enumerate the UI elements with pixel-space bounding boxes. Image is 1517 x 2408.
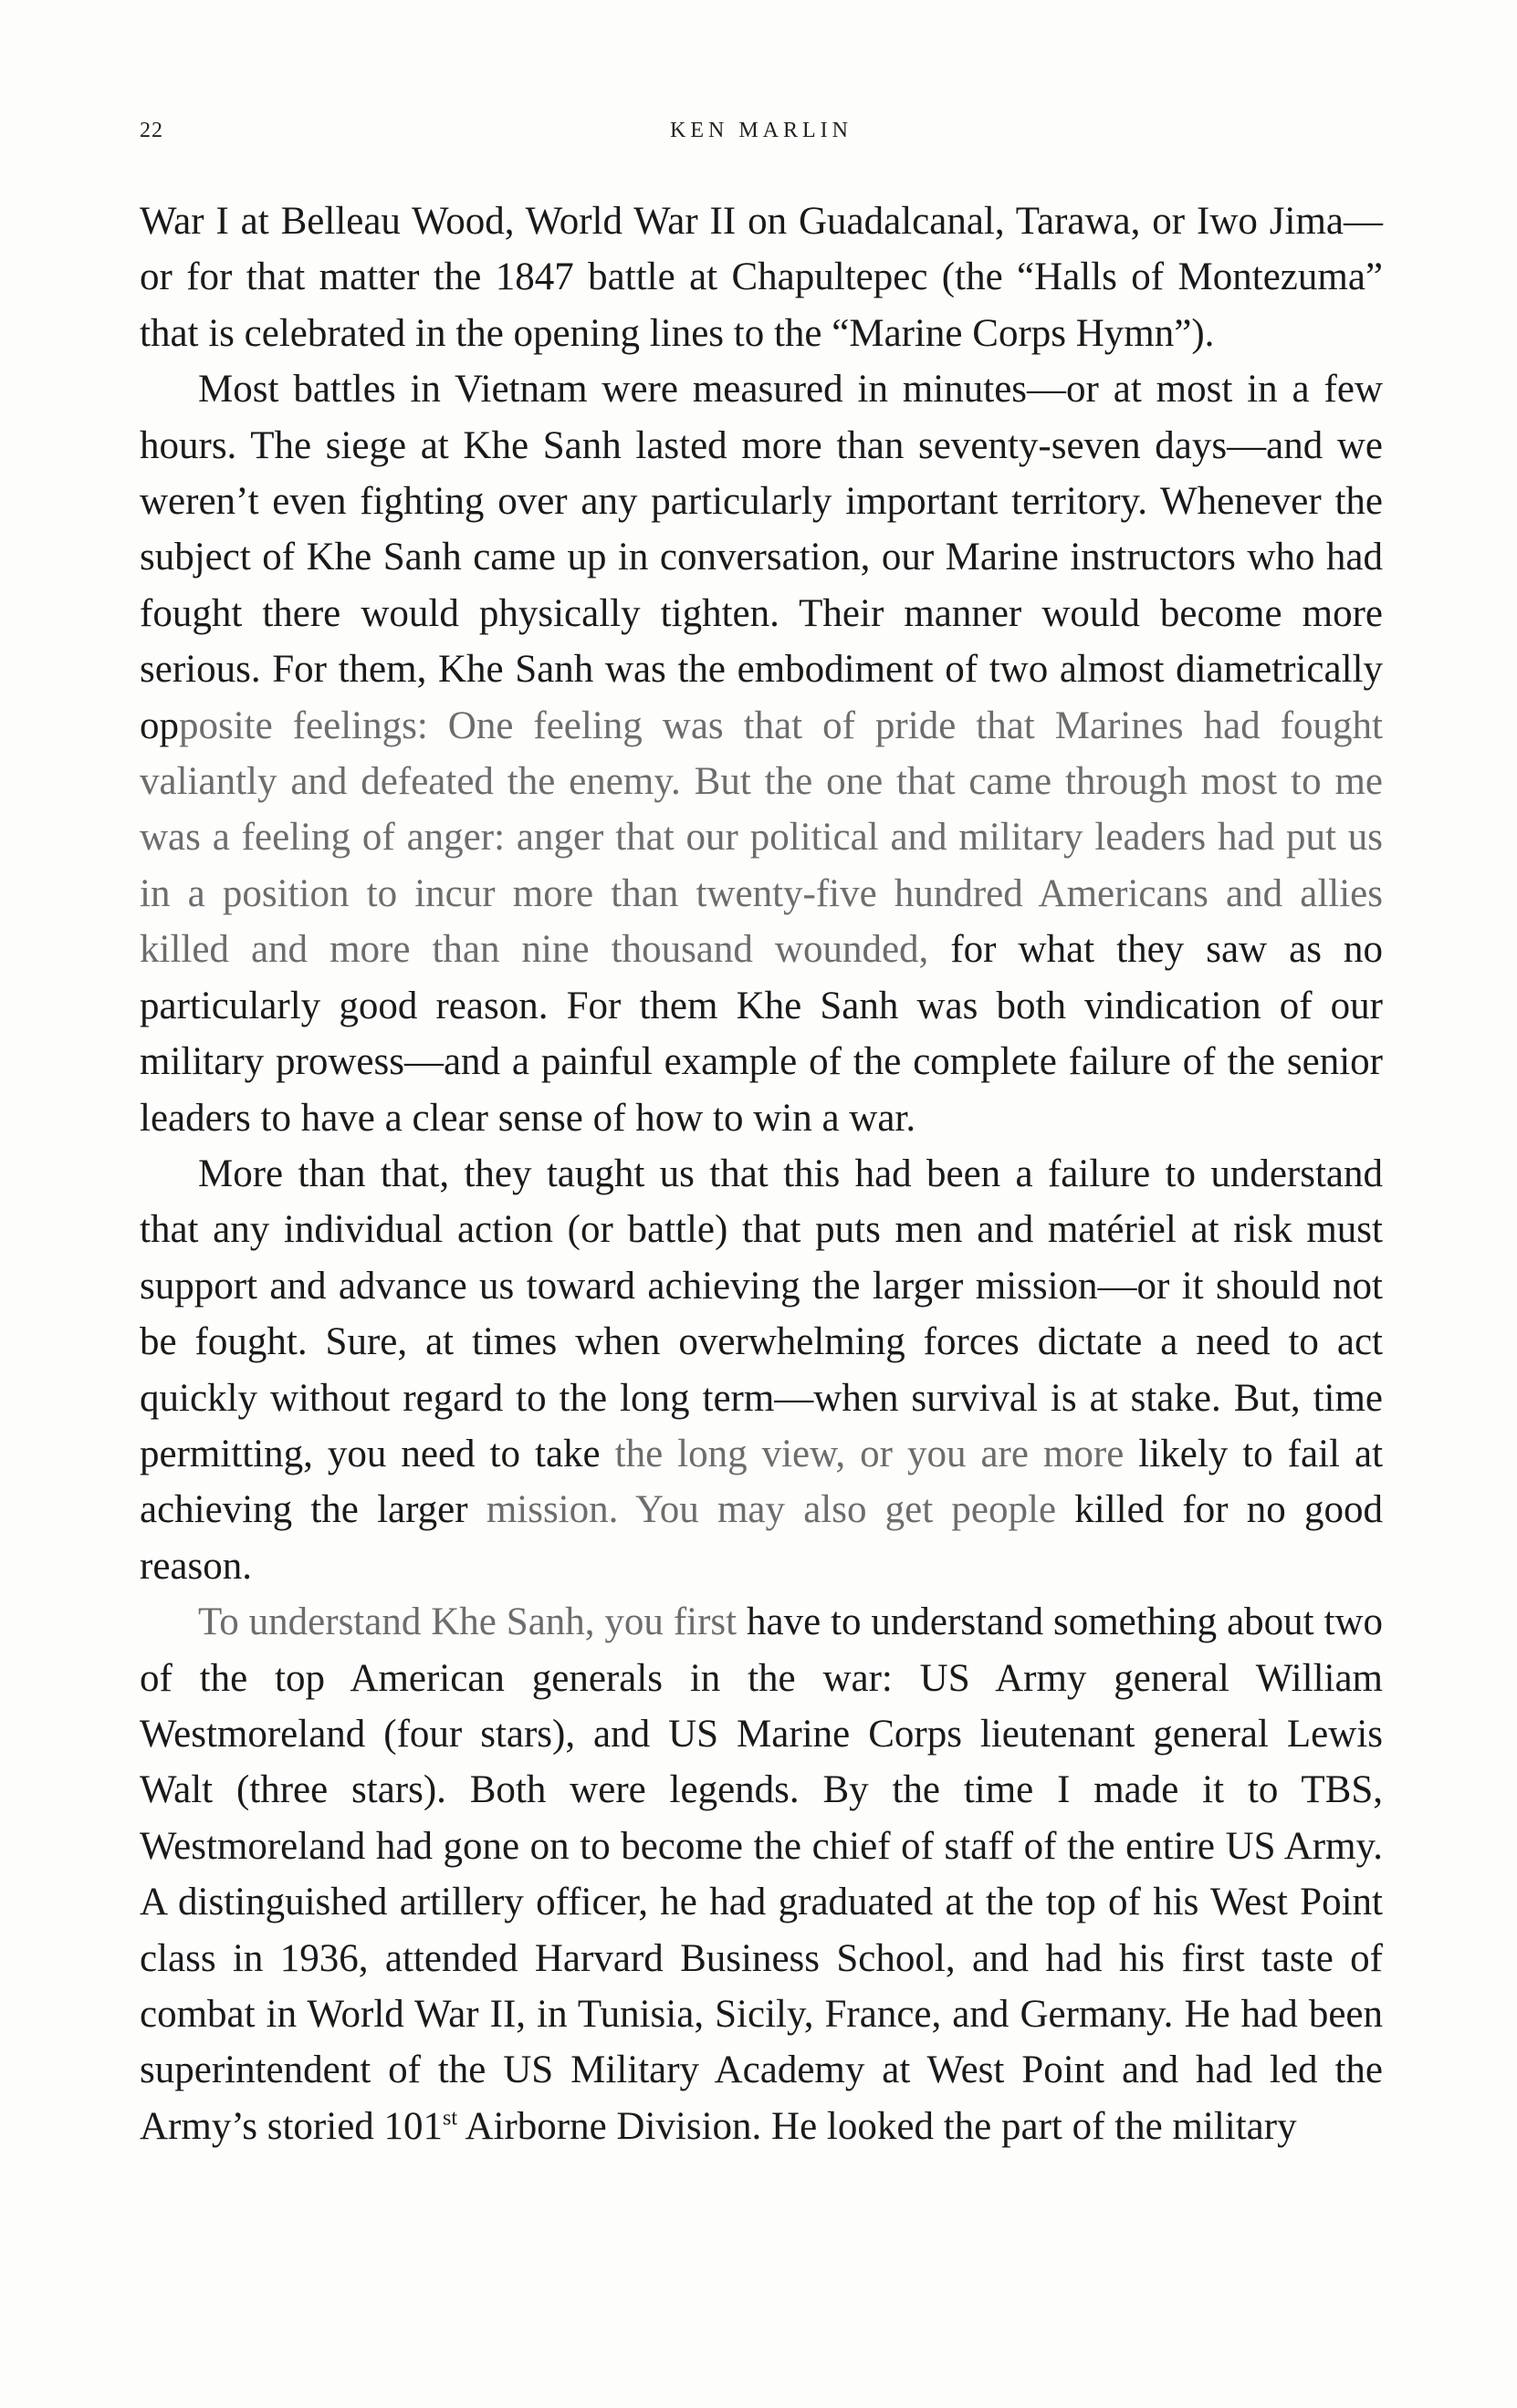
paragraph-2-text-c: for what they saw as no particularly good reason. For them Khe Sanh was both vindication of our military prowess—and a painful example of the complete failure of the senior leaders to have a clear sense of how to win a war. xyxy=(140,928,1383,1140)
paragraph-4 xyxy=(140,1594,1383,2154)
ordinal-superscript: st xyxy=(443,2106,458,2131)
paragraph-3-text-c: likely to fail at achieving the larger xyxy=(140,1432,1384,1532)
paragraph-4-text-b: have to understand something about two of the top American generals in the war: US Army general William Westmoreland (four stars), and US Marine Corps lieutenant general Lewis Walt (three stars). Both were legends. By the time I made it to TBS, Westmoreland had gone on to become the chief of staff of the entire US Army. A distinguished artillery officer, he had graduated at the top of his West Point class in 1936, attended Harvard Business School, and had his first taste of combat in World War II, in Tunisia, Sicily, France, and Germany. He had been superintendent of the US Military Academy at West Point and had led the Army’s storied 101 xyxy=(140,1600,1384,2148)
paragraph-2-faded-text: posite feelings: One feeling was that of pride that Marines had fought valiantly and defeated the enemy. But the one that came through most to me was a feeling of anger: anger that our political and military leaders had put us in a position to incur more than twenty-five hundred Americans and allies killed and more than nine thousand wounded, xyxy=(140,704,1383,972)
paragraph-1-text: War I at Belleau Wood, World War II on Guadalcanal, Tarawa, or Iwo Jima—or for that matter the 1847 battle at Chapultepec (the “Halls of Montezuma” that is celebrated in the opening lines to the “Marine Corps Hymn”). xyxy=(140,200,1383,355)
body-text xyxy=(140,193,1383,2154)
paragraph-3-faded-text-2: mission. You may also get people xyxy=(486,1488,1057,1532)
paragraph-3-text-a: More than that, they taught us that this had been a failure to understand that any individual action (or battle) that puts men and matériel at risk must support and advance us toward achieving the larger mission—or it should not be fought. Sure, at times when overwhelming forces dictate a need to act quickly without regard to the long term—when survival is at stake. But, time permitting, you need to take xyxy=(140,1152,1383,1475)
paragraph-2 xyxy=(140,361,1383,1146)
paragraph-3 xyxy=(140,1146,1383,1594)
paragraph-4-text-c: Airborne Division. He looked the part of the military xyxy=(457,2104,1297,2148)
paragraph-3-text-e: killed for no good reason. xyxy=(140,1488,1383,1588)
paragraph-2-text-a: Most battles in Vietnam were measured in minutes—or at most in a few hours. The siege at Khe Sanh lasted more than seventy-seven days—and we weren’t even fighting over any particularly important territory. Whenever the subject of Khe Sanh came up in conversation, our Marine instructors who had fought there would physically tighten. Their manner would become more serious. For them, Khe Sanh was the embodiment of two almost diametrically op xyxy=(140,368,1383,747)
paragraph-4-faded-text: To understand Khe Sanh, you first xyxy=(198,1600,738,1644)
running-head xyxy=(140,119,1383,146)
paragraph-3-faded-text-1: the long view, or you are more xyxy=(614,1432,1125,1475)
running-head-author: KEN MARLIN xyxy=(670,119,853,142)
paragraph-1 xyxy=(140,193,1383,361)
page-number: 22 xyxy=(140,119,163,142)
